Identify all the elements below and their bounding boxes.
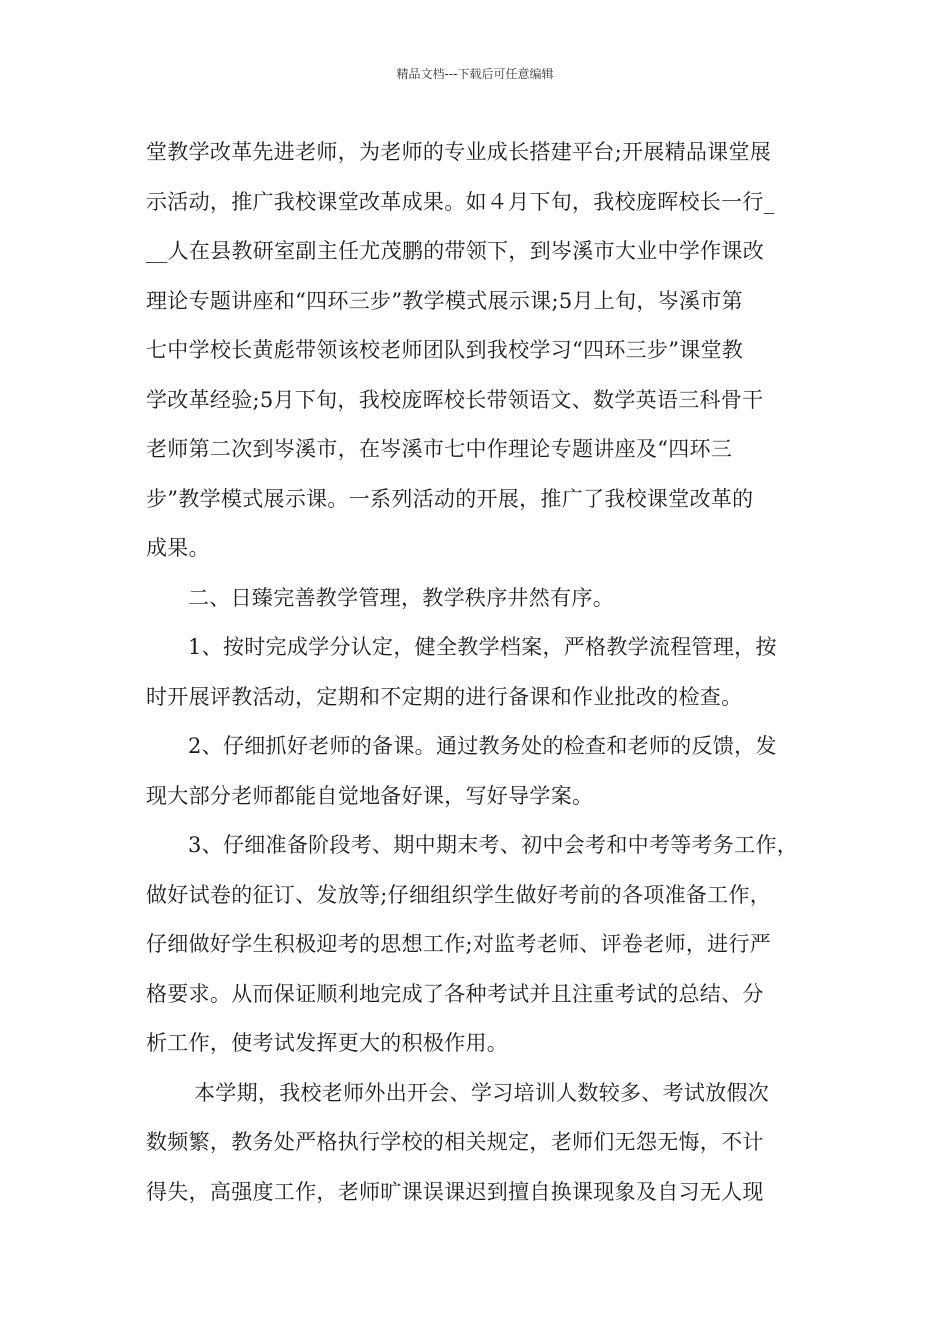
document-body: [146, 130, 806, 1219]
text-line: 做好试卷的征订、发放等;仔细组织学生做好考前的各项准备工作，: [146, 882, 772, 907]
section-heading: 二、日臻完善教学管理，教学秩序井然有序。: [188, 585, 614, 610]
text-line: 现大部分老师都能自觉地备好课，写好导学案。: [146, 783, 594, 808]
text-line: 步”教学模式展示课。一系列活动的开展，推广了我校课堂改革的: [146, 486, 754, 511]
text-line: 时开展评教活动，定期和不定期的进行备课和作业批改的检查。: [146, 684, 743, 709]
text-line: 学改革经验;5月下旬，我校庞晖校长带领语文、数学英语三科骨干: [146, 387, 764, 412]
text-line: 成果。: [146, 536, 210, 560]
page-header: 精品文档---下载后可任意编辑: [396, 67, 554, 81]
text-line: 示活动，推广我校课堂改革成果。如４月下旬，我校庞晖校长一行_: [146, 189, 775, 214]
text-line: 老师第二次到岑溪市，在岑溪市七中作理论专题讲座及“四环三: [146, 437, 733, 461]
text-line: 本学期，我校老师外出开会、学习培训人数较多、考试放假次: [194, 1080, 770, 1105]
text-line: 七中学校长黄彪带领该校老师团队到我校学习“四环三步”课堂教: [146, 338, 744, 362]
text-line: 理论专题讲座和“四环三步”教学模式展示课;5月上旬，岑溪市第: [146, 288, 743, 313]
text-line: __人在县教研室副主任尤茂鹏的带领下，到岑溪市大业中学作课改: [146, 239, 764, 263]
text-line: 析工作，使考试发挥更大的积极作用。: [146, 1031, 509, 1055]
text-line: 3、仔细准备阶段考、期中期末考、初中会考和中考等考务工作，: [188, 833, 799, 857]
text-line: 1、按时完成学分认定，健全教学档案，严格教学流程管理，按: [188, 635, 777, 659]
text-line: 数频繁，教务处严格执行学校的相关规定，老师们无怨无悔，不计: [146, 1130, 764, 1154]
text-line: 2、仔细抓好老师的备课。通过教务处的检查和老师的反馈，发: [188, 734, 777, 758]
text-line: 得失，高强度工作，老师旷课误课迟到擅自换课现象及自习无人现: [146, 1179, 764, 1204]
text-line: 堂教学改革先进老师，为老师的专业成长搭建平台;开展精品课堂展: [146, 140, 772, 164]
text-line: 格要求。从而保证顺利地完成了各种考试并且注重考试的总结、分: [146, 981, 764, 1006]
text-line: 仔细做好学生积极迎考的思想工作;对监考老师、评卷老师，进行严: [146, 932, 772, 956]
